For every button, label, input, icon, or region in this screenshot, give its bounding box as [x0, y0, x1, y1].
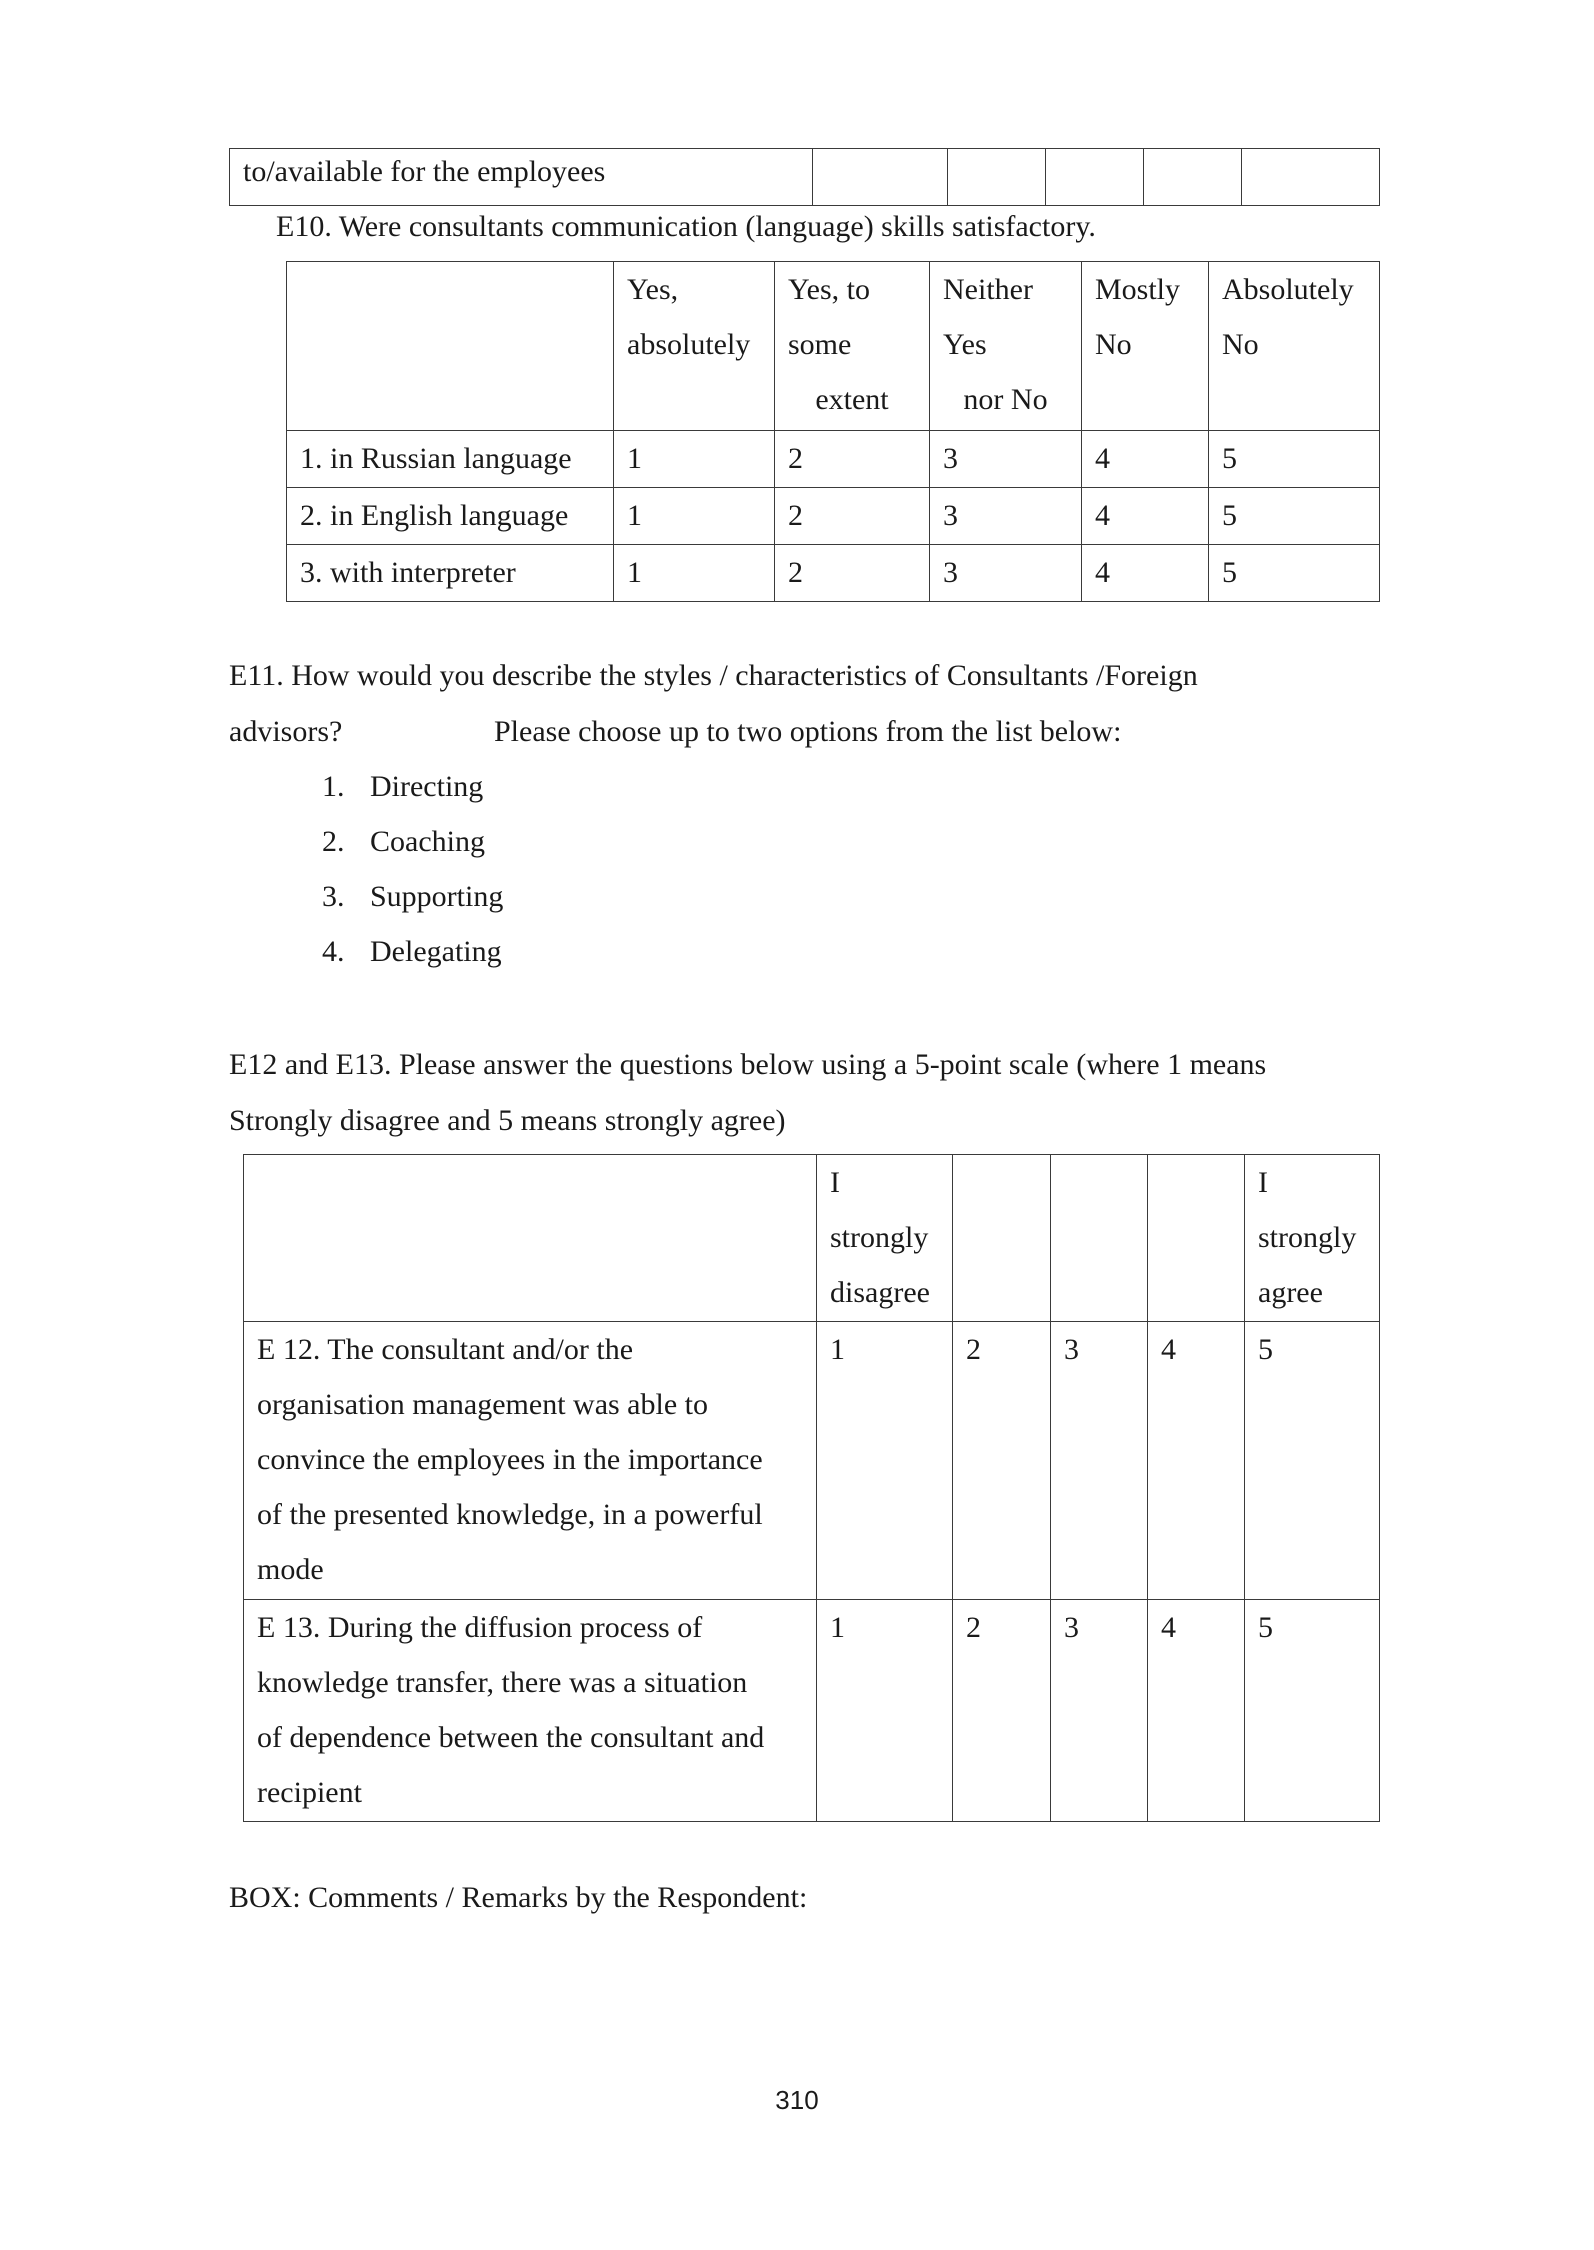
- answer-cell[interactable]: 2: [953, 1322, 1051, 1600]
- column-header-agree: I strongly agree: [1245, 1155, 1380, 1322]
- list-item[interactable]: 1. Directing: [322, 770, 484, 803]
- row-label: to/available for the employees: [243, 155, 606, 188]
- list-item[interactable]: 4. Delegating: [322, 935, 502, 968]
- table-header-empty: [287, 262, 614, 431]
- answer-cell[interactable]: 1: [614, 488, 775, 545]
- page-number: 310: [775, 2085, 819, 2115]
- previous-question-table: [229, 148, 1380, 206]
- answer-cell[interactable]: 2: [775, 545, 930, 602]
- column-header: Neither Yes nor No: [930, 262, 1082, 431]
- answer-cell[interactable]: 3: [1051, 1322, 1148, 1600]
- column-header: Yes, absolutely: [614, 262, 775, 431]
- answer-cell[interactable]: 1: [614, 431, 775, 488]
- e10-question: E10. Were consultants communication (language) skills satisfactory.: [276, 210, 1096, 243]
- answer-cell[interactable]: 4: [1148, 1600, 1245, 1822]
- answer-cell[interactable]: 5: [1209, 431, 1380, 488]
- column-header-disagree: I strongly disagree: [817, 1155, 953, 1322]
- e12-e13-intro-line2: Strongly disagree and 5 means strongly agree): [229, 1104, 786, 1137]
- answer-cell[interactable]: [1144, 149, 1242, 206]
- e11-option-list: [322, 759, 503, 979]
- answer-cell[interactable]: 1: [614, 545, 775, 602]
- answer-cell[interactable]: 2: [775, 431, 930, 488]
- answer-cell[interactable]: 3: [930, 431, 1082, 488]
- list-item[interactable]: 3. Supporting: [322, 880, 504, 913]
- answer-cell[interactable]: 5: [1209, 545, 1380, 602]
- table-row: [287, 431, 1380, 488]
- e11-question-line1: E11. How would you describe the styles / characteristics of Consultants /Foreign: [229, 659, 1198, 692]
- answer-cell[interactable]: [948, 149, 1046, 206]
- answer-cell[interactable]: 2: [953, 1600, 1051, 1822]
- column-header: Yes, to some extent: [775, 262, 930, 431]
- answer-cell[interactable]: 5: [1245, 1322, 1380, 1600]
- answer-cell[interactable]: [1242, 149, 1380, 206]
- answer-cell[interactable]: 3: [930, 488, 1082, 545]
- table-header-empty: [244, 1155, 817, 1322]
- answer-cell[interactable]: 5: [1245, 1600, 1380, 1822]
- e10-table: [286, 261, 1380, 602]
- e12-e13-intro-line1: E12 and E13. Please answer the questions below using a 5-point scale (where 1 means: [229, 1048, 1267, 1081]
- row-label: 3. with interpreter: [287, 545, 614, 602]
- answer-cell[interactable]: 4: [1148, 1322, 1245, 1600]
- comments-box-label: BOX: Comments / Remarks by the Respondent:: [229, 1881, 808, 1914]
- answer-cell[interactable]: [1046, 149, 1144, 206]
- table-cell: [230, 149, 813, 206]
- table-row: [244, 1322, 1380, 1600]
- row-label: 1. in Russian language: [287, 431, 614, 488]
- statement-cell: E 12. The consultant and/or the organisation management was able to convince the employees in the importance of the presented knowledge, in a powerful mode: [244, 1322, 817, 1600]
- answer-cell[interactable]: 3: [1051, 1600, 1148, 1822]
- e11-question-line2-a: advisors?: [229, 715, 343, 748]
- table-row: [244, 1600, 1380, 1822]
- column-header-empty: [1051, 1155, 1148, 1322]
- column-header: Absolutely No: [1209, 262, 1380, 431]
- column-header: Mostly No: [1082, 262, 1209, 431]
- answer-cell[interactable]: 4: [1082, 545, 1209, 602]
- column-header-empty: [1148, 1155, 1245, 1322]
- e12-e13-table: [243, 1154, 1380, 1822]
- list-item[interactable]: 2. Coaching: [322, 825, 485, 858]
- row-label: 2. in English language: [287, 488, 614, 545]
- answer-cell[interactable]: 2: [775, 488, 930, 545]
- answer-cell[interactable]: 1: [817, 1322, 953, 1600]
- answer-cell[interactable]: 5: [1209, 488, 1380, 545]
- column-header-empty: [953, 1155, 1051, 1322]
- statement-cell: E 13. During the diffusion process of knowledge transfer, there was a situation of dependence between the consultant and recipient: [244, 1600, 817, 1822]
- answer-cell[interactable]: 3: [930, 545, 1082, 602]
- answer-cell[interactable]: [813, 149, 948, 206]
- answer-cell[interactable]: 1: [817, 1600, 953, 1822]
- table-row: [287, 545, 1380, 602]
- answer-cell[interactable]: 4: [1082, 431, 1209, 488]
- answer-cell[interactable]: 4: [1082, 488, 1209, 545]
- table-row: [287, 488, 1380, 545]
- e11-question-line2-b: Please choose up to two options from the list below:: [494, 715, 1122, 748]
